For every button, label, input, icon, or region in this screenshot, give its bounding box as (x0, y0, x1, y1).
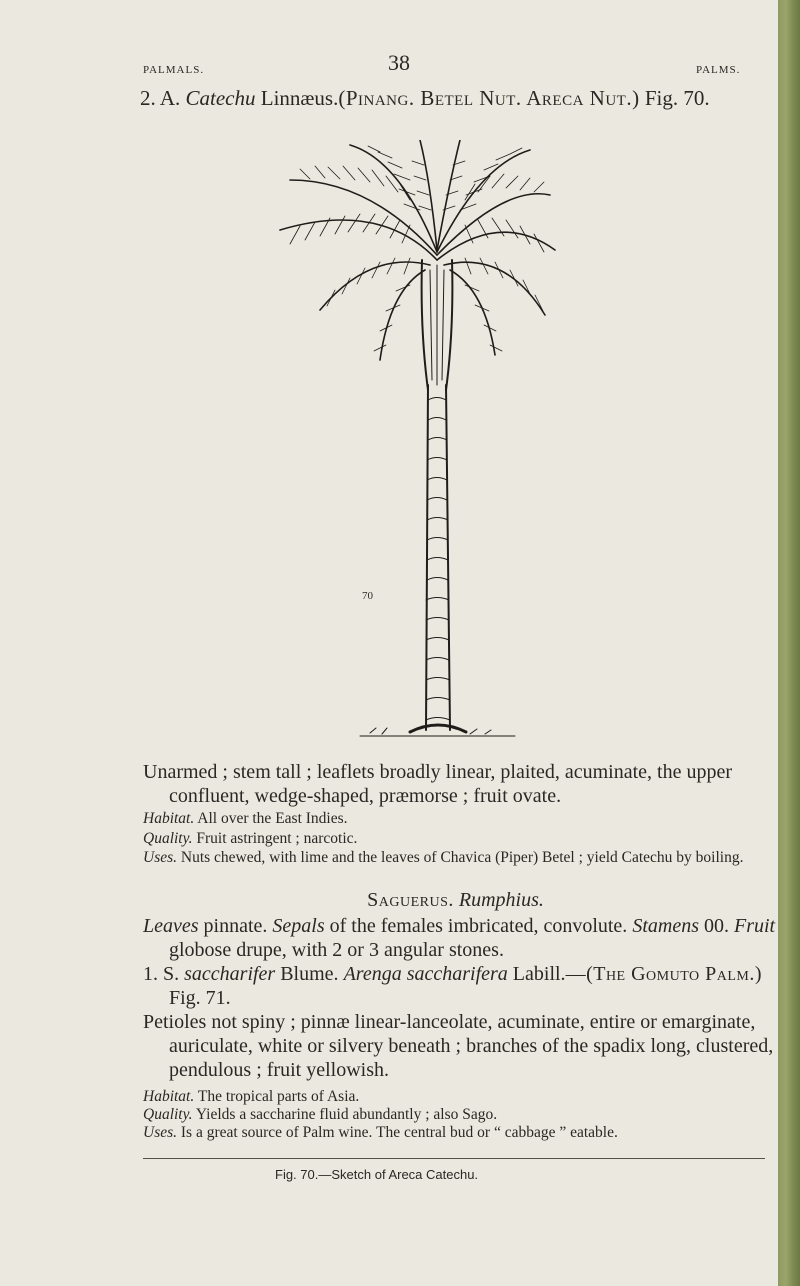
common-names: (Pinang. Betel Nut. Areca Nut.) (338, 86, 640, 110)
quality2-line (143, 1106, 768, 1123)
figure-reference: Fig. 70. (644, 86, 710, 110)
genus-heading (143, 888, 768, 912)
species2-common: —(The Gomuto Palm.) (565, 963, 763, 985)
quality2-label: Quality. (143, 1106, 193, 1123)
sepals-label: Sepals (272, 915, 325, 937)
species2-figure-reference: Fig. 71. (169, 987, 231, 1009)
habitat-line (143, 810, 768, 827)
page-number: 38 (388, 50, 410, 75)
habitat-text: All over the East Indies. (197, 810, 348, 827)
genus-description (143, 914, 794, 962)
palm-tree-icon (260, 140, 560, 745)
habitat2-line (143, 1088, 768, 1105)
quality-line (143, 830, 768, 847)
habitat-label: Habitat. (143, 810, 195, 827)
species2-authority: Blume. (280, 963, 339, 985)
description-text: Unarmed ; stem tall ; leaflets broadly linear, plaited, acuminate, the upper confluent, wedge-shaped, præmorse ; fruit ovate. (143, 761, 732, 807)
genus-name: Saguerus. (367, 889, 454, 911)
species2-number: 1. S. (143, 963, 180, 985)
running-header-left: PALMALS. (143, 64, 205, 76)
uses2-text: Is a great source of Palm wine. The central bud or “ cabbage ” eatable. (180, 1124, 618, 1141)
book-edge (778, 0, 800, 1286)
genus-authority: Rumphius. (458, 889, 544, 911)
quality-label: Quality. (143, 830, 193, 847)
uses2-label: Uses. (143, 1124, 178, 1141)
running-header-right: PALMS. (696, 64, 741, 76)
species2-description (143, 1010, 794, 1082)
uses-label: Uses. (143, 849, 178, 866)
quality-text: Fruit astringent ; narcotic. (196, 830, 358, 847)
leaves-label: Leaves (143, 915, 199, 937)
uses2-line (143, 1124, 768, 1141)
species2-synonym: Arenga saccharifera (343, 963, 508, 985)
species2-epithet: saccharifer (184, 963, 276, 985)
fruit-text: globose drupe, with 2 or 3 angular stones. (169, 939, 504, 961)
species-authority: Linnæus. (260, 86, 339, 110)
habitat2-label: Habitat. (143, 1088, 195, 1105)
caption-rule (143, 1158, 765, 1159)
uses-line (143, 849, 794, 866)
figure-caption: Fig. 70.—Sketch of Areca Catechu. (275, 1167, 479, 1182)
quality2-text: Yields a saccharine fluid abundantly ; also Sago. (195, 1106, 498, 1123)
entry-title (140, 86, 710, 111)
habitat2-text: The tropical parts of Asia. (197, 1088, 360, 1105)
stamens-text: 00. (703, 915, 729, 937)
fruit-label: Fruit (733, 915, 776, 937)
figure-number: 70 (362, 590, 373, 602)
palm-tree-figure (260, 140, 560, 745)
species2-description-text: Petioles not spiny ; pinnæ linear-lanceolate, acuminate, entire or emarginate, auriculate, white or silvery beneath ; branches of the spadix long, clustered, pendulous ; fruit yellowish. (143, 1011, 774, 1081)
leaves-text: pinnate. (203, 915, 268, 937)
sepals-text: of the females imbricated, convolute. (329, 915, 628, 937)
species2-title (143, 962, 794, 1010)
uses-text: Nuts chewed, with lime and the leaves of Chavica (Piper) Betel ; yield Catechu by boiling. (180, 849, 744, 866)
stamens-label: Stamens (632, 915, 699, 937)
species-epithet: Catechu (185, 86, 256, 110)
species-description (143, 760, 768, 808)
entry-number: 2. A. (140, 86, 181, 110)
species2-syn-authority: Labill. (512, 963, 566, 985)
